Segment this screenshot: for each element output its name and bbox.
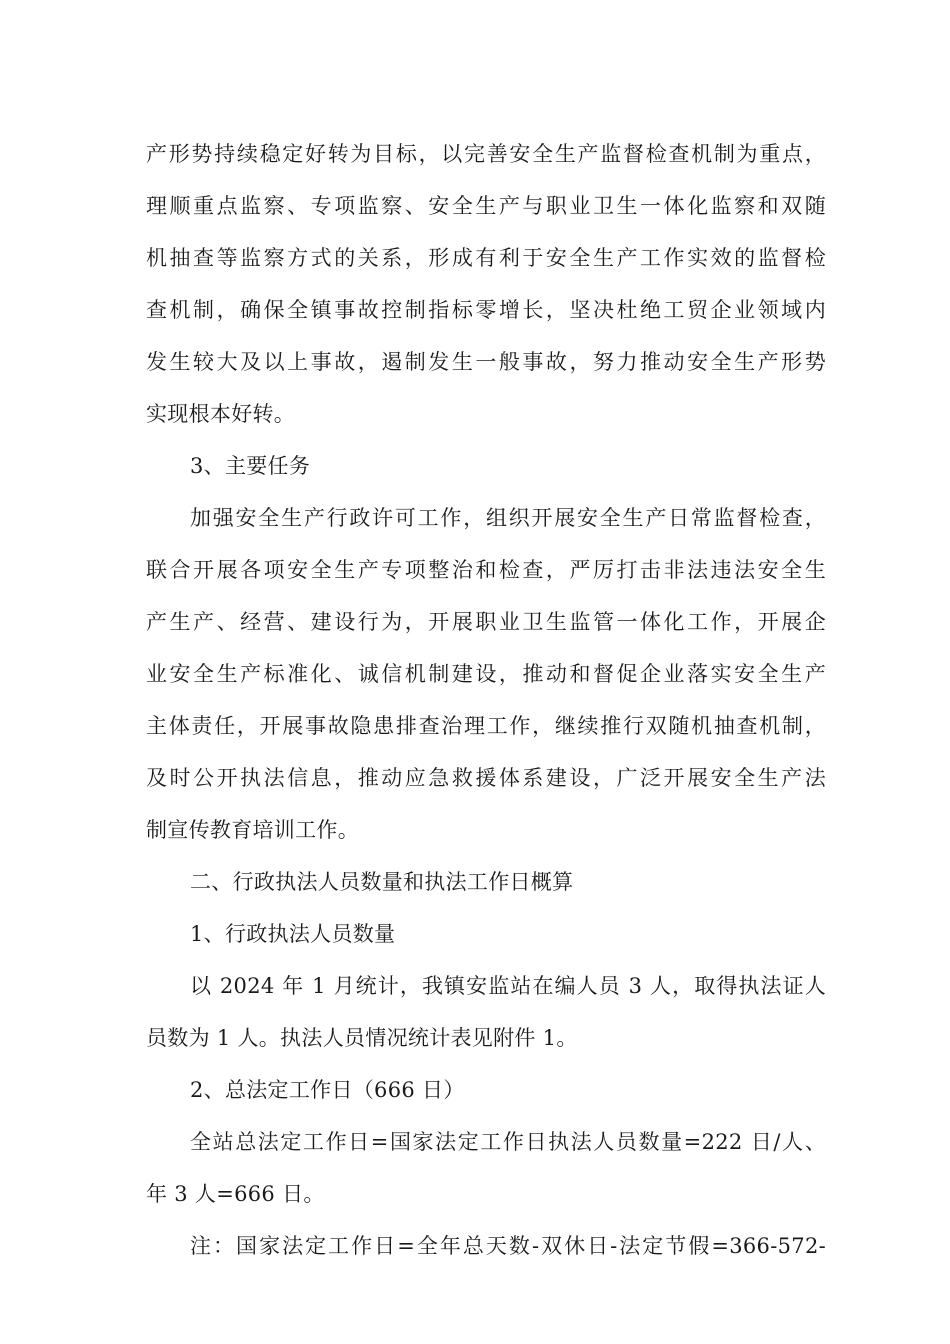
text-line: 注：国家法定工作日=全年总天数-双休日-法定节假=366-572-: [190, 1234, 826, 1258]
text-line: 及时公开执法信息，推动应急救援体系建设，广泛开展安全生产法: [146, 766, 826, 790]
text-line: 年 3 人=666 日。: [146, 1182, 325, 1206]
text-line: 主体责任，开展事故隐患排查治理工作，继续推行双随机抽查机制，: [146, 714, 826, 738]
text-line: 查机制，确保全镇事故控制指标零增长，坚决杜绝工贸企业领域内: [146, 298, 826, 322]
text-line: 以 2024 年 1 月统计，我镇安监站在编人员 3 人，取得执法证人: [190, 974, 826, 998]
section-heading: 1、行政执法人员数量: [190, 922, 396, 946]
text-line: 理顺重点监察、专项监察、安全生产与职业卫生一体化监察和双随: [146, 194, 826, 218]
text-line: 员数为 1 人。执法人员情况统计表见附件 1。: [146, 1026, 578, 1050]
text-line: 发生较大及以上事故，遏制发生一般事故，努力推动安全生产形势: [146, 350, 826, 374]
text-line: 业安全生产标准化、诚信机制建设，推动和督促企业落实安全生产: [146, 662, 826, 686]
section-heading: 2、总法定工作日（666 日）: [190, 1078, 465, 1102]
text-line: 加强安全生产行政许可工作，组织开展安全生产日常监督检查，: [190, 506, 826, 530]
text-line: 全站总法定工作日=国家法定工作日执法人员数量=222 日/人、: [190, 1130, 826, 1154]
text-line: 产形势持续稳定好转为目标，以完善安全生产监督检查机制为重点，: [146, 142, 826, 166]
text-line: 机抽查等监察方式的关系，形成有利于安全生产工作实效的监督检: [146, 246, 826, 270]
text-line: 实现根本好转。: [146, 402, 296, 426]
text-line: 联合开展各项安全生产专项整治和检查，严厉打击非法违法安全生: [146, 558, 826, 582]
section-heading: 二、行政执法人员数量和执法工作日概算: [190, 870, 574, 894]
text-line: 制宣传教育培训工作。: [146, 818, 359, 842]
section-heading: 3、主要任务: [190, 454, 311, 478]
document-body: [146, 128, 826, 1272]
text-line: 产生产、经营、建设行为，开展职业卫生监管一体化工作，开展企: [146, 610, 826, 634]
